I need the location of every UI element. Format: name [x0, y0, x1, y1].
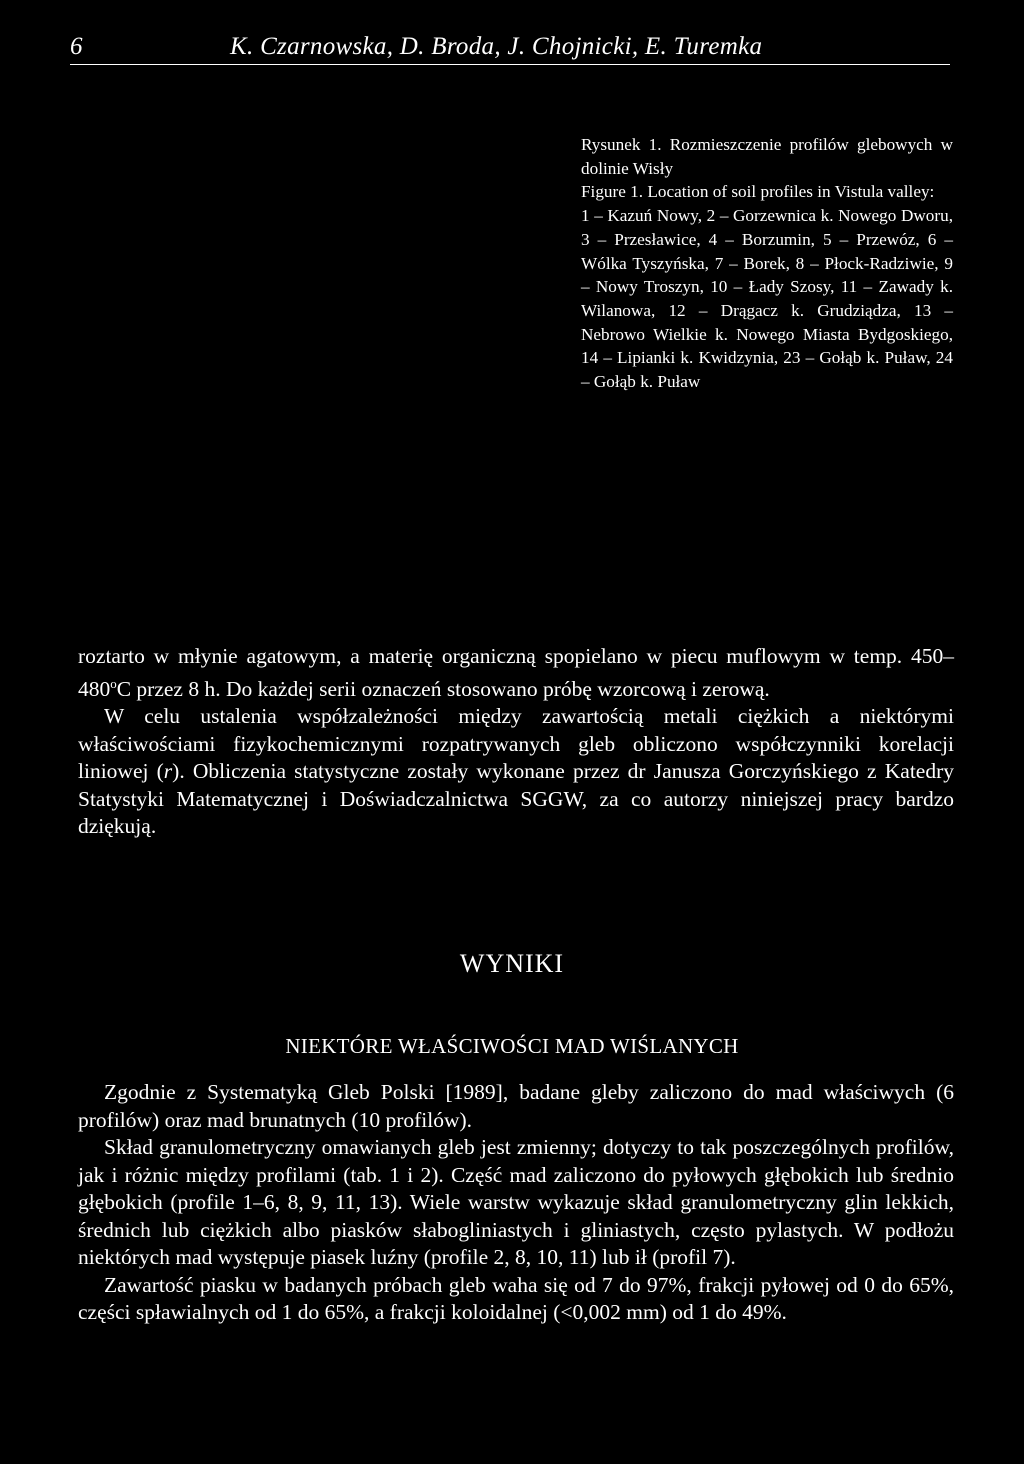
page-number: 6: [70, 33, 83, 60]
caption-english: Figure 1. Location of soil profiles in Vistula valley:: [581, 182, 935, 202]
section-heading: WYNIKI: [459, 949, 565, 978]
caption-polish: Rysunek 1. Rozmieszczenie profilów glebowych w dolinie Wisły: [581, 135, 953, 178]
results-paragraph-1: Zgodnie z Systematyką Gleb Polski [1989], badane gleby zaliczono do mad właściwych (6 profilów) oraz mad brunatnych (10 profilów).: [78, 1080, 954, 1132]
methods-p2-end: ). Obliczenia statystyczne zostały wykonane przez dr Janusza Gorczyńskiego z Katedry Statystyki Matematycznej i Doświadczalnictwa SGGW, za co autorzy niniejszej pracy bardzo dziękują.: [78, 759, 955, 839]
running-header: [70, 30, 950, 65]
methods-p1-start: roztarto w młynie agatowym, a materię organiczną spopielano w piecu muflowym w temp. 450–480: [78, 644, 954, 701]
caption-profile-list: 1 – Kazuń Nowy, 2 – Gorzewnica k. Nowego Dworu, 3 – Przesławice, 4 – Borzumin, 5 – Przewóz, 6 – Wólka Tyszyńska, 7 – Borek, 8 – Płock-Radziwie, 9 – Nowy Troszyn, 10 – Łady Szosy, 11 – Zawady k. Wilanowa, 12 – Drągacz k. Grudziądza, 13 – Nebrowo Wielkie k. Nowego Miasta Bydgoskiego, 14 – Lipianki k. Kwidzynia, 23 – Gołąb k. Puław, 24 – Gołąb k. Puław: [581, 206, 953, 392]
results-paragraph-3: Zawartość piasku w badanych próbach gleb waha się od 7 do 97%, frakcji pyłowej od 0 do 65%, części spławialnych od 1 do 65%, a frakcji koloidalnej (<0,002 mm) od 1 do 49%.: [78, 1272, 954, 1324]
degree-symbol: o: [110, 676, 117, 691]
methods-p2-start: W celu ustalenia współzależności między zawartością metali ciężkich a niektórymi właściwościami fizykochemicznymi rozpatrywanych gleb obliczono współczynniki korelacji liniowej (: [78, 704, 954, 784]
correlation-symbol: r: [163, 759, 173, 784]
methods-paragraph-1: [78, 643, 954, 703]
authors-running-head: K. Czarnowska, D. Broda, J. Chojnicki, E. Turemka: [230, 33, 763, 60]
methods-text: [78, 643, 954, 841]
results-paragraph-2: Skład granulometryczny omawianych gleb jest zmienny; dotyczy to tak poszczególnych profilów, jak i różnic między profilami (tab. 1 i 2). Część mad zaliczono do pyłowych głębokich lub średnio głębokich (profile 1–6, 8, 9, 11, 13). Wiele warstw wykazuje skład granulometryczny glin lekkich, średnich lub ciężkich albo piasków słabogliniastych i gliniastych, często pylastych. W podłożu niektórych mad występuje piasek luźny (profile 2, 8, 10, 11) lub ił (profil 7).: [78, 1135, 954, 1269]
results-text: [78, 1079, 954, 1327]
subsection-heading: NIEKTÓRE WŁAŚCIWOŚCI MAD WIŚLANYCH: [285, 1034, 739, 1058]
methods-p1-end: C przez 8 h. Do każdej serii oznaczeń stosowano próbę wzorcową i zerową.: [116, 676, 770, 701]
figure-caption: [581, 133, 953, 394]
methods-paragraph-2: [78, 703, 954, 841]
